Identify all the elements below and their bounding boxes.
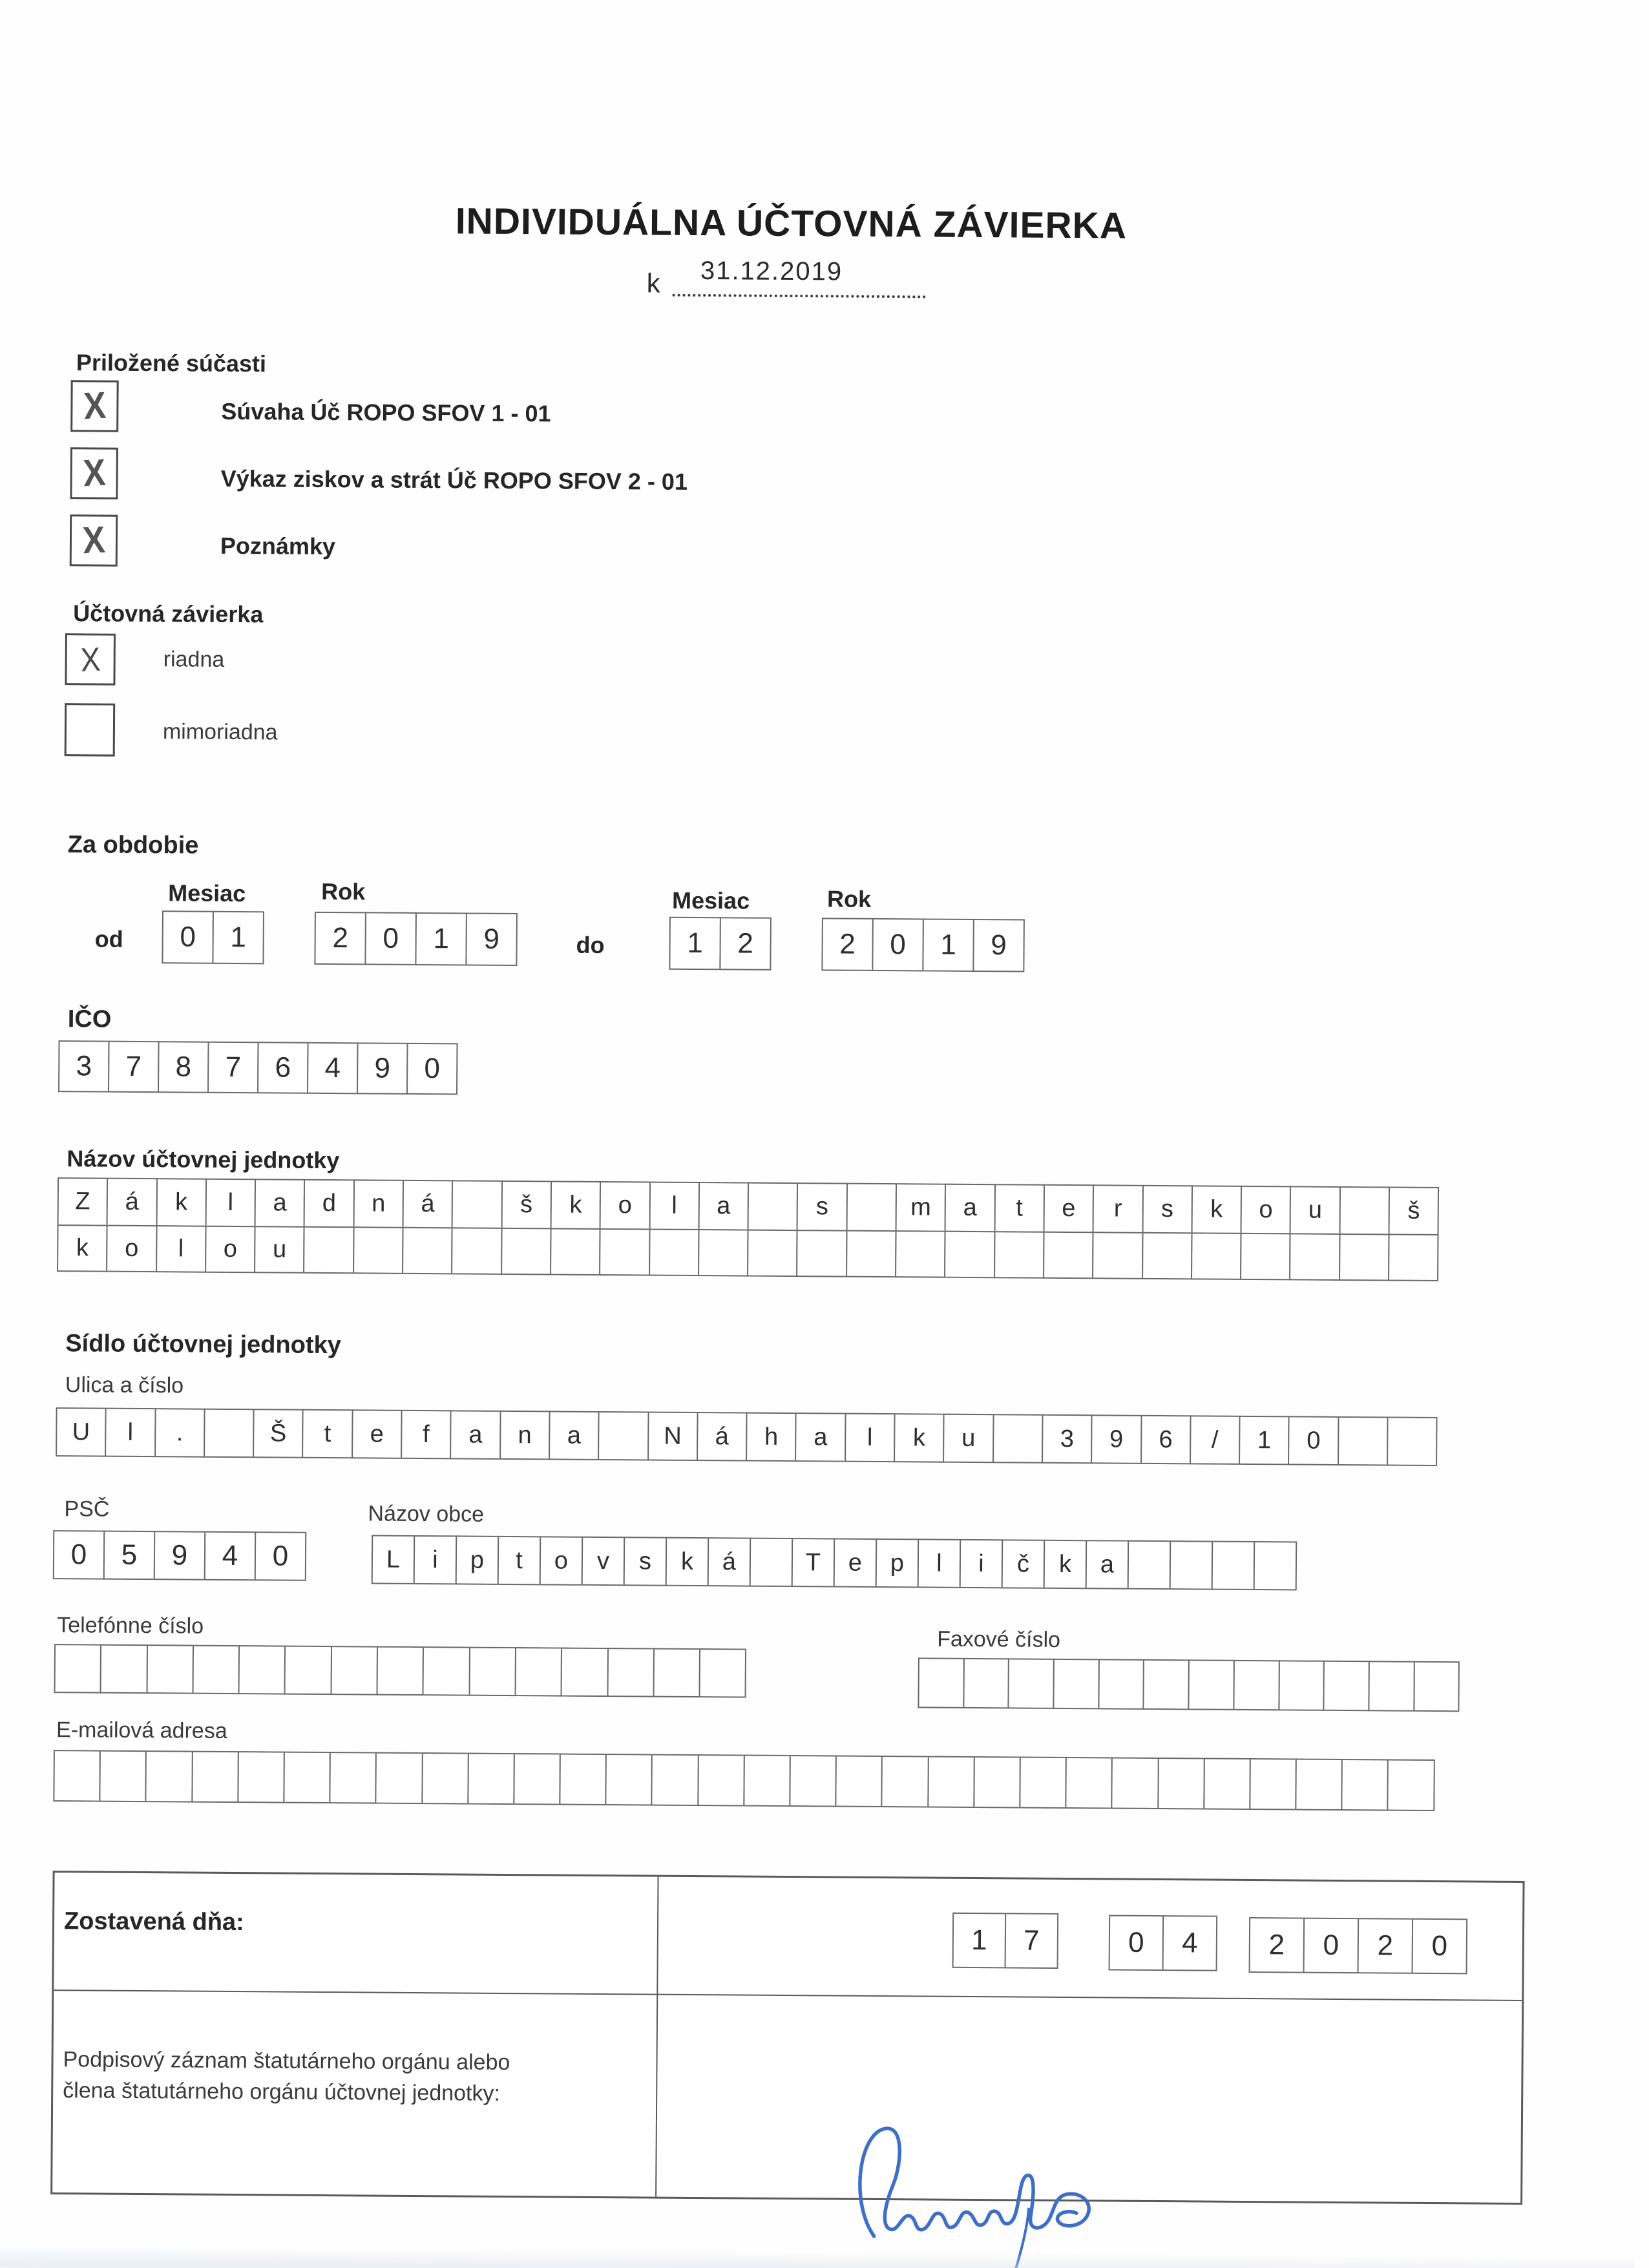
char-cell[interactable]: k <box>1044 1540 1087 1589</box>
scan-edge-band <box>0 2245 1634 2268</box>
street-grid <box>56 1407 1438 1466</box>
char-cell[interactable] <box>835 1756 883 1808</box>
char-cell[interactable]: 7 <box>108 1041 160 1093</box>
od-year-grid <box>314 912 518 966</box>
char-cell[interactable] <box>145 1750 193 1803</box>
dotted-line <box>673 294 926 299</box>
char-cell[interactable] <box>1240 1233 1291 1281</box>
char-cell[interactable]: t <box>498 1536 541 1585</box>
char-cell[interactable] <box>1212 1541 1255 1590</box>
char-cell[interactable]: 7 <box>1005 1913 1059 1969</box>
od-month-grid <box>162 910 264 964</box>
char-cell[interactable]: U <box>56 1407 107 1457</box>
char-cell[interactable] <box>1128 1540 1171 1590</box>
char-cell[interactable] <box>846 1183 897 1232</box>
char-cell[interactable]: 9 <box>465 913 518 967</box>
char-cell[interactable]: 0 <box>53 1530 105 1580</box>
char-cell[interactable] <box>501 1228 552 1276</box>
char-cell[interactable]: a <box>698 1182 749 1231</box>
char-cell[interactable]: N <box>647 1411 698 1461</box>
char-cell[interactable]: 4 <box>204 1531 257 1581</box>
char-cell[interactable] <box>743 1755 791 1807</box>
char-cell[interactable]: a <box>795 1412 846 1462</box>
od-month-label: Mesiac <box>168 879 246 907</box>
char-cell[interactable]: k <box>156 1178 207 1227</box>
char-cell[interactable]: á <box>403 1180 454 1229</box>
char-cell[interactable] <box>237 1751 285 1803</box>
char-cell[interactable] <box>452 1180 503 1229</box>
char-cell[interactable]: u <box>254 1226 305 1274</box>
char-cell[interactable] <box>468 1647 516 1697</box>
char-cell[interactable]: p <box>876 1538 919 1588</box>
char-cell[interactable] <box>1092 1232 1143 1279</box>
char-cell[interactable]: i <box>960 1539 1003 1588</box>
ico-grid <box>58 1040 458 1095</box>
char-cell[interactable]: t <box>302 1409 353 1459</box>
char-cell[interactable] <box>699 1648 747 1698</box>
checkbox-poznamky[interactable] <box>70 514 118 567</box>
obec-grid <box>372 1535 1297 1591</box>
char-cell[interactable]: 9 <box>972 919 1025 972</box>
char-cell[interactable]: n <box>499 1411 551 1460</box>
char-cell[interactable]: 2 <box>1249 1917 1305 1973</box>
char-cell[interactable]: 5 <box>103 1531 156 1580</box>
char-cell[interactable] <box>1341 1759 1389 1811</box>
assembled-date-label: Zostavená dňa: <box>63 1907 244 1937</box>
do-month-grid <box>669 917 772 971</box>
char-cell[interactable] <box>1289 1233 1340 1281</box>
street-label: Ulica a číslo <box>65 1372 184 1398</box>
char-cell[interactable]: 2 <box>821 918 874 971</box>
char-cell[interactable] <box>1111 1758 1159 1810</box>
psc-grid <box>53 1530 307 1581</box>
char-cell[interactable]: d <box>304 1179 355 1228</box>
char-cell[interactable] <box>973 1756 1021 1809</box>
char-cell[interactable] <box>607 1648 655 1697</box>
char-cell[interactable]: k <box>551 1181 602 1230</box>
char-cell[interactable] <box>377 1646 425 1696</box>
char-cell[interactable] <box>561 1648 609 1697</box>
char-cell[interactable] <box>1413 1661 1460 1712</box>
char-cell[interactable] <box>402 1227 453 1275</box>
table-row-divider <box>54 1990 1522 2001</box>
assembled-day-grid <box>952 1913 1059 1969</box>
attachments-heading: Priložené súčasti <box>76 349 267 377</box>
char-cell[interactable] <box>421 1752 469 1805</box>
email-label: E-mailová adresa <box>56 1717 227 1743</box>
char-cell[interactable] <box>513 1753 561 1805</box>
char-cell[interactable] <box>747 1230 798 1277</box>
char-cell[interactable]: 1 <box>952 1913 1007 1969</box>
char-cell[interactable] <box>146 1644 194 1694</box>
do-label: do <box>576 931 605 959</box>
char-cell[interactable]: 9 <box>154 1531 206 1580</box>
checkbox-mark: X <box>81 452 107 495</box>
char-cell[interactable] <box>423 1646 470 1696</box>
char-cell[interactable]: 2 <box>314 912 366 965</box>
char-cell[interactable] <box>1053 1659 1099 1709</box>
char-cell[interactable] <box>605 1754 653 1806</box>
char-cell[interactable] <box>1387 1416 1438 1466</box>
char-cell[interactable]: v <box>582 1537 625 1586</box>
char-cell[interactable] <box>789 1755 837 1807</box>
char-cell[interactable]: 8 <box>158 1041 209 1093</box>
char-cell[interactable]: a <box>549 1411 600 1460</box>
char-cell[interactable]: 3 <box>58 1040 110 1093</box>
assembled-month-grid <box>1109 1915 1218 1971</box>
char-cell[interactable]: 0 <box>1303 1918 1360 1974</box>
char-cell[interactable] <box>846 1230 897 1278</box>
char-cell[interactable]: Z <box>58 1177 109 1226</box>
char-cell[interactable] <box>451 1227 502 1275</box>
char-cell[interactable]: š <box>501 1181 552 1230</box>
char-cell[interactable]: 1 <box>212 911 264 965</box>
zavierka-heading: Účtovná závierka <box>73 600 264 628</box>
char-cell[interactable]: k <box>666 1537 709 1586</box>
do-month-label: Mesiac <box>671 887 750 914</box>
char-cell[interactable] <box>598 1411 649 1461</box>
obec-label: Názov obce <box>368 1501 485 1527</box>
char-cell[interactable] <box>329 1752 377 1804</box>
char-cell[interactable]: k <box>1191 1185 1242 1234</box>
char-cell[interactable] <box>514 1647 562 1697</box>
char-cell[interactable] <box>1065 1757 1113 1809</box>
char-cell[interactable]: 9 <box>357 1042 408 1095</box>
char-cell[interactable] <box>559 1754 607 1806</box>
char-cell[interactable] <box>1368 1661 1414 1711</box>
char-cell[interactable]: Š <box>253 1409 304 1458</box>
char-cell[interactable]: . <box>154 1408 205 1458</box>
char-cell[interactable]: L <box>372 1535 415 1584</box>
checkbox-suvaha[interactable] <box>70 380 119 432</box>
char-cell[interactable]: á <box>708 1537 751 1586</box>
char-cell[interactable]: n <box>353 1179 404 1228</box>
char-cell[interactable]: 7 <box>207 1042 259 1094</box>
char-cell[interactable]: e <box>352 1409 403 1459</box>
char-cell[interactable]: l <box>156 1225 207 1273</box>
char-cell[interactable]: i <box>414 1535 457 1584</box>
signature-caption-line1: Podpisový záznam štatutárneho orgánu alebo <box>63 2047 510 2075</box>
char-cell[interactable] <box>1387 1759 1435 1811</box>
char-cell[interactable]: 4 <box>1162 1915 1218 1971</box>
char-cell[interactable]: 1 <box>922 918 974 972</box>
char-cell[interactable] <box>1142 1232 1193 1280</box>
char-cell[interactable]: a <box>945 1184 996 1233</box>
zavierka-label-riadna: riadna <box>163 647 225 672</box>
char-cell[interactable] <box>881 1756 929 1808</box>
as-of-prefix: k <box>646 268 660 299</box>
char-cell[interactable] <box>599 1228 650 1276</box>
char-cell[interactable]: m <box>896 1183 947 1232</box>
char-cell[interactable] <box>1295 1758 1343 1811</box>
fax-label: Faxové číslo <box>937 1626 1061 1652</box>
char-cell[interactable] <box>204 1409 255 1458</box>
zavierka-label-mimoriadna: mimoriadna <box>162 719 278 745</box>
psc-label: PSČ <box>64 1496 110 1522</box>
char-cell[interactable] <box>653 1648 700 1698</box>
assembled-year-grid <box>1249 1917 1468 1974</box>
char-cell[interactable]: 6 <box>257 1042 309 1094</box>
char-cell[interactable] <box>1249 1758 1297 1811</box>
char-cell[interactable]: 6 <box>1140 1415 1192 1465</box>
char-cell[interactable]: o <box>1241 1186 1292 1235</box>
checkbox-mark: X <box>82 384 107 428</box>
char-cell[interactable] <box>918 1657 964 1708</box>
char-cell[interactable]: o <box>205 1226 256 1274</box>
char-cell[interactable]: 9 <box>1091 1414 1142 1464</box>
char-cell[interactable]: e <box>834 1538 877 1588</box>
char-cell[interactable] <box>1143 1659 1190 1710</box>
char-cell[interactable] <box>748 1182 799 1232</box>
char-cell[interactable]: f <box>401 1410 452 1460</box>
ico-heading: IČO <box>67 1005 112 1033</box>
od-year-label: Rok <box>321 877 366 905</box>
char-cell[interactable] <box>1191 1232 1242 1280</box>
char-cell[interactable] <box>1008 1658 1055 1708</box>
char-cell[interactable]: 0 <box>364 912 417 965</box>
char-cell[interactable]: 1 <box>1239 1416 1290 1465</box>
attachment-label-suvaha: Súvaha Úč ROPO SFOV 1 - 01 <box>221 397 551 427</box>
char-cell[interactable] <box>994 1231 1045 1279</box>
char-cell[interactable] <box>993 1414 1044 1464</box>
char-cell[interactable] <box>963 1658 1009 1708</box>
char-cell[interactable]: / <box>1190 1415 1241 1465</box>
signature-caption-line2: člena štatutárneho orgánu účtovnej jednotky: <box>63 2078 501 2106</box>
char-cell[interactable] <box>283 1752 331 1804</box>
char-cell[interactable]: l <box>105 1408 156 1458</box>
sidlo-heading: Sídlo účtovnej jednotky <box>65 1330 341 1360</box>
char-cell[interactable]: a <box>450 1410 501 1460</box>
checkbox-mark: X <box>81 519 106 562</box>
char-cell[interactable] <box>53 1750 101 1802</box>
period-heading: Za obdobie <box>67 831 199 859</box>
char-cell[interactable] <box>191 1751 239 1803</box>
char-cell[interactable] <box>284 1646 332 1696</box>
char-cell[interactable] <box>100 1750 147 1803</box>
char-cell[interactable] <box>697 1754 745 1807</box>
char-cell[interactable] <box>1254 1541 1297 1590</box>
char-cell[interactable]: 0 <box>255 1531 307 1581</box>
phone-label: Telefónne číslo <box>57 1613 204 1639</box>
char-cell[interactable] <box>1233 1660 1279 1710</box>
char-cell[interactable]: r <box>1093 1184 1144 1234</box>
char-cell[interactable]: 4 <box>307 1042 359 1095</box>
char-cell[interactable] <box>944 1231 995 1279</box>
char-cell[interactable]: 0 <box>406 1043 458 1095</box>
char-cell[interactable]: á <box>697 1412 748 1462</box>
char-cell[interactable] <box>1338 1416 1389 1466</box>
char-cell[interactable]: 0 <box>1109 1915 1164 1971</box>
char-cell[interactable]: č <box>1002 1539 1045 1588</box>
phone-grid <box>54 1644 747 1697</box>
char-cell[interactable]: a <box>255 1179 306 1228</box>
checkbox-mimoriadna[interactable] <box>65 703 116 757</box>
do-year-grid <box>821 918 1025 972</box>
char-cell[interactable]: á <box>107 1178 158 1227</box>
fax-grid <box>918 1657 1460 1712</box>
char-cell[interactable]: s <box>1142 1185 1193 1234</box>
char-cell[interactable] <box>750 1538 793 1587</box>
char-cell[interactable] <box>1323 1661 1370 1711</box>
char-cell[interactable]: o <box>600 1181 651 1230</box>
do-year-label: Rok <box>826 885 872 912</box>
char-cell[interactable]: 1 <box>415 912 467 966</box>
char-cell[interactable] <box>100 1644 148 1694</box>
char-cell[interactable]: 0 <box>1288 1416 1339 1465</box>
char-cell[interactable]: e <box>1043 1184 1094 1234</box>
attachment-label-vykaz: Výkaz ziskov a strát Úč ROPO SFOV 2 - 01 <box>220 465 688 495</box>
char-cell[interactable] <box>304 1226 355 1274</box>
as-of-date: 31.12.2019 <box>700 257 843 286</box>
char-cell[interactable]: 0 <box>872 918 924 972</box>
char-cell[interactable]: s <box>797 1182 848 1232</box>
char-cell[interactable]: 2 <box>719 917 772 971</box>
char-cell[interactable]: l <box>649 1181 700 1230</box>
checkbox-mark: X <box>79 640 101 679</box>
char-cell[interactable]: 0 <box>1412 1918 1468 1975</box>
form-title: INDIVIDUÁLNA ÚČTOVNÁ ZÁVIERKA <box>455 200 1128 247</box>
char-cell[interactable] <box>895 1230 946 1278</box>
char-cell[interactable] <box>1170 1540 1213 1590</box>
od-label: od <box>94 925 123 952</box>
char-cell[interactable] <box>1278 1660 1325 1710</box>
char-cell[interactable] <box>1157 1758 1205 1810</box>
char-cell[interactable] <box>1339 1186 1390 1235</box>
attachment-label-poznamky: Poznámky <box>220 532 336 560</box>
char-cell[interactable] <box>651 1754 699 1807</box>
char-cell[interactable] <box>1019 1757 1067 1809</box>
char-cell[interactable]: s <box>624 1537 667 1586</box>
char-cell[interactable] <box>797 1230 848 1277</box>
char-cell[interactable]: o <box>540 1536 583 1585</box>
char-cell[interactable] <box>238 1645 286 1695</box>
char-cell[interactable] <box>375 1752 423 1805</box>
char-cell[interactable]: h <box>746 1412 797 1462</box>
char-cell[interactable] <box>330 1646 378 1696</box>
char-cell[interactable]: T <box>792 1538 835 1587</box>
char-cell[interactable]: l <box>205 1179 256 1228</box>
entity-name-row2 <box>57 1224 1439 1281</box>
char-cell[interactable]: a <box>1086 1540 1129 1589</box>
char-cell[interactable]: o <box>106 1225 157 1273</box>
char-cell[interactable] <box>1043 1232 1094 1279</box>
char-cell[interactable]: 3 <box>1042 1414 1093 1464</box>
char-cell[interactable]: p <box>456 1535 499 1584</box>
char-cell[interactable] <box>550 1228 601 1276</box>
email-grid <box>53 1750 1434 1811</box>
char-cell[interactable] <box>192 1645 240 1695</box>
char-cell[interactable]: u <box>943 1414 994 1464</box>
char-cell[interactable]: k <box>894 1413 945 1463</box>
char-cell[interactable] <box>1203 1758 1251 1811</box>
char-cell[interactable]: u <box>1290 1186 1341 1235</box>
char-cell[interactable] <box>467 1753 515 1805</box>
checkbox-riadna[interactable] <box>65 633 116 686</box>
char-cell[interactable] <box>353 1226 404 1274</box>
char-cell[interactable] <box>1188 1659 1235 1710</box>
checkbox-vykaz[interactable] <box>70 447 118 499</box>
table-vertical-divider <box>655 1877 658 2197</box>
char-cell[interactable] <box>698 1229 749 1277</box>
char-cell[interactable] <box>1388 1234 1439 1281</box>
char-cell[interactable]: 1 <box>669 917 721 971</box>
char-cell[interactable]: t <box>994 1184 1045 1233</box>
char-cell[interactable] <box>1098 1659 1144 1709</box>
char-cell[interactable]: 0 <box>162 910 214 964</box>
char-cell[interactable] <box>1339 1234 1390 1281</box>
char-cell[interactable]: l <box>918 1538 961 1588</box>
entity-name-heading: Názov účtovnej jednotky <box>67 1145 340 1174</box>
char-cell[interactable] <box>927 1756 975 1809</box>
char-cell[interactable]: 2 <box>1358 1918 1414 1974</box>
char-cell[interactable] <box>54 1644 102 1694</box>
char-cell[interactable]: l <box>845 1413 896 1463</box>
char-cell[interactable] <box>649 1228 700 1276</box>
char-cell[interactable]: k <box>57 1224 108 1272</box>
char-cell[interactable]: š <box>1389 1186 1440 1235</box>
